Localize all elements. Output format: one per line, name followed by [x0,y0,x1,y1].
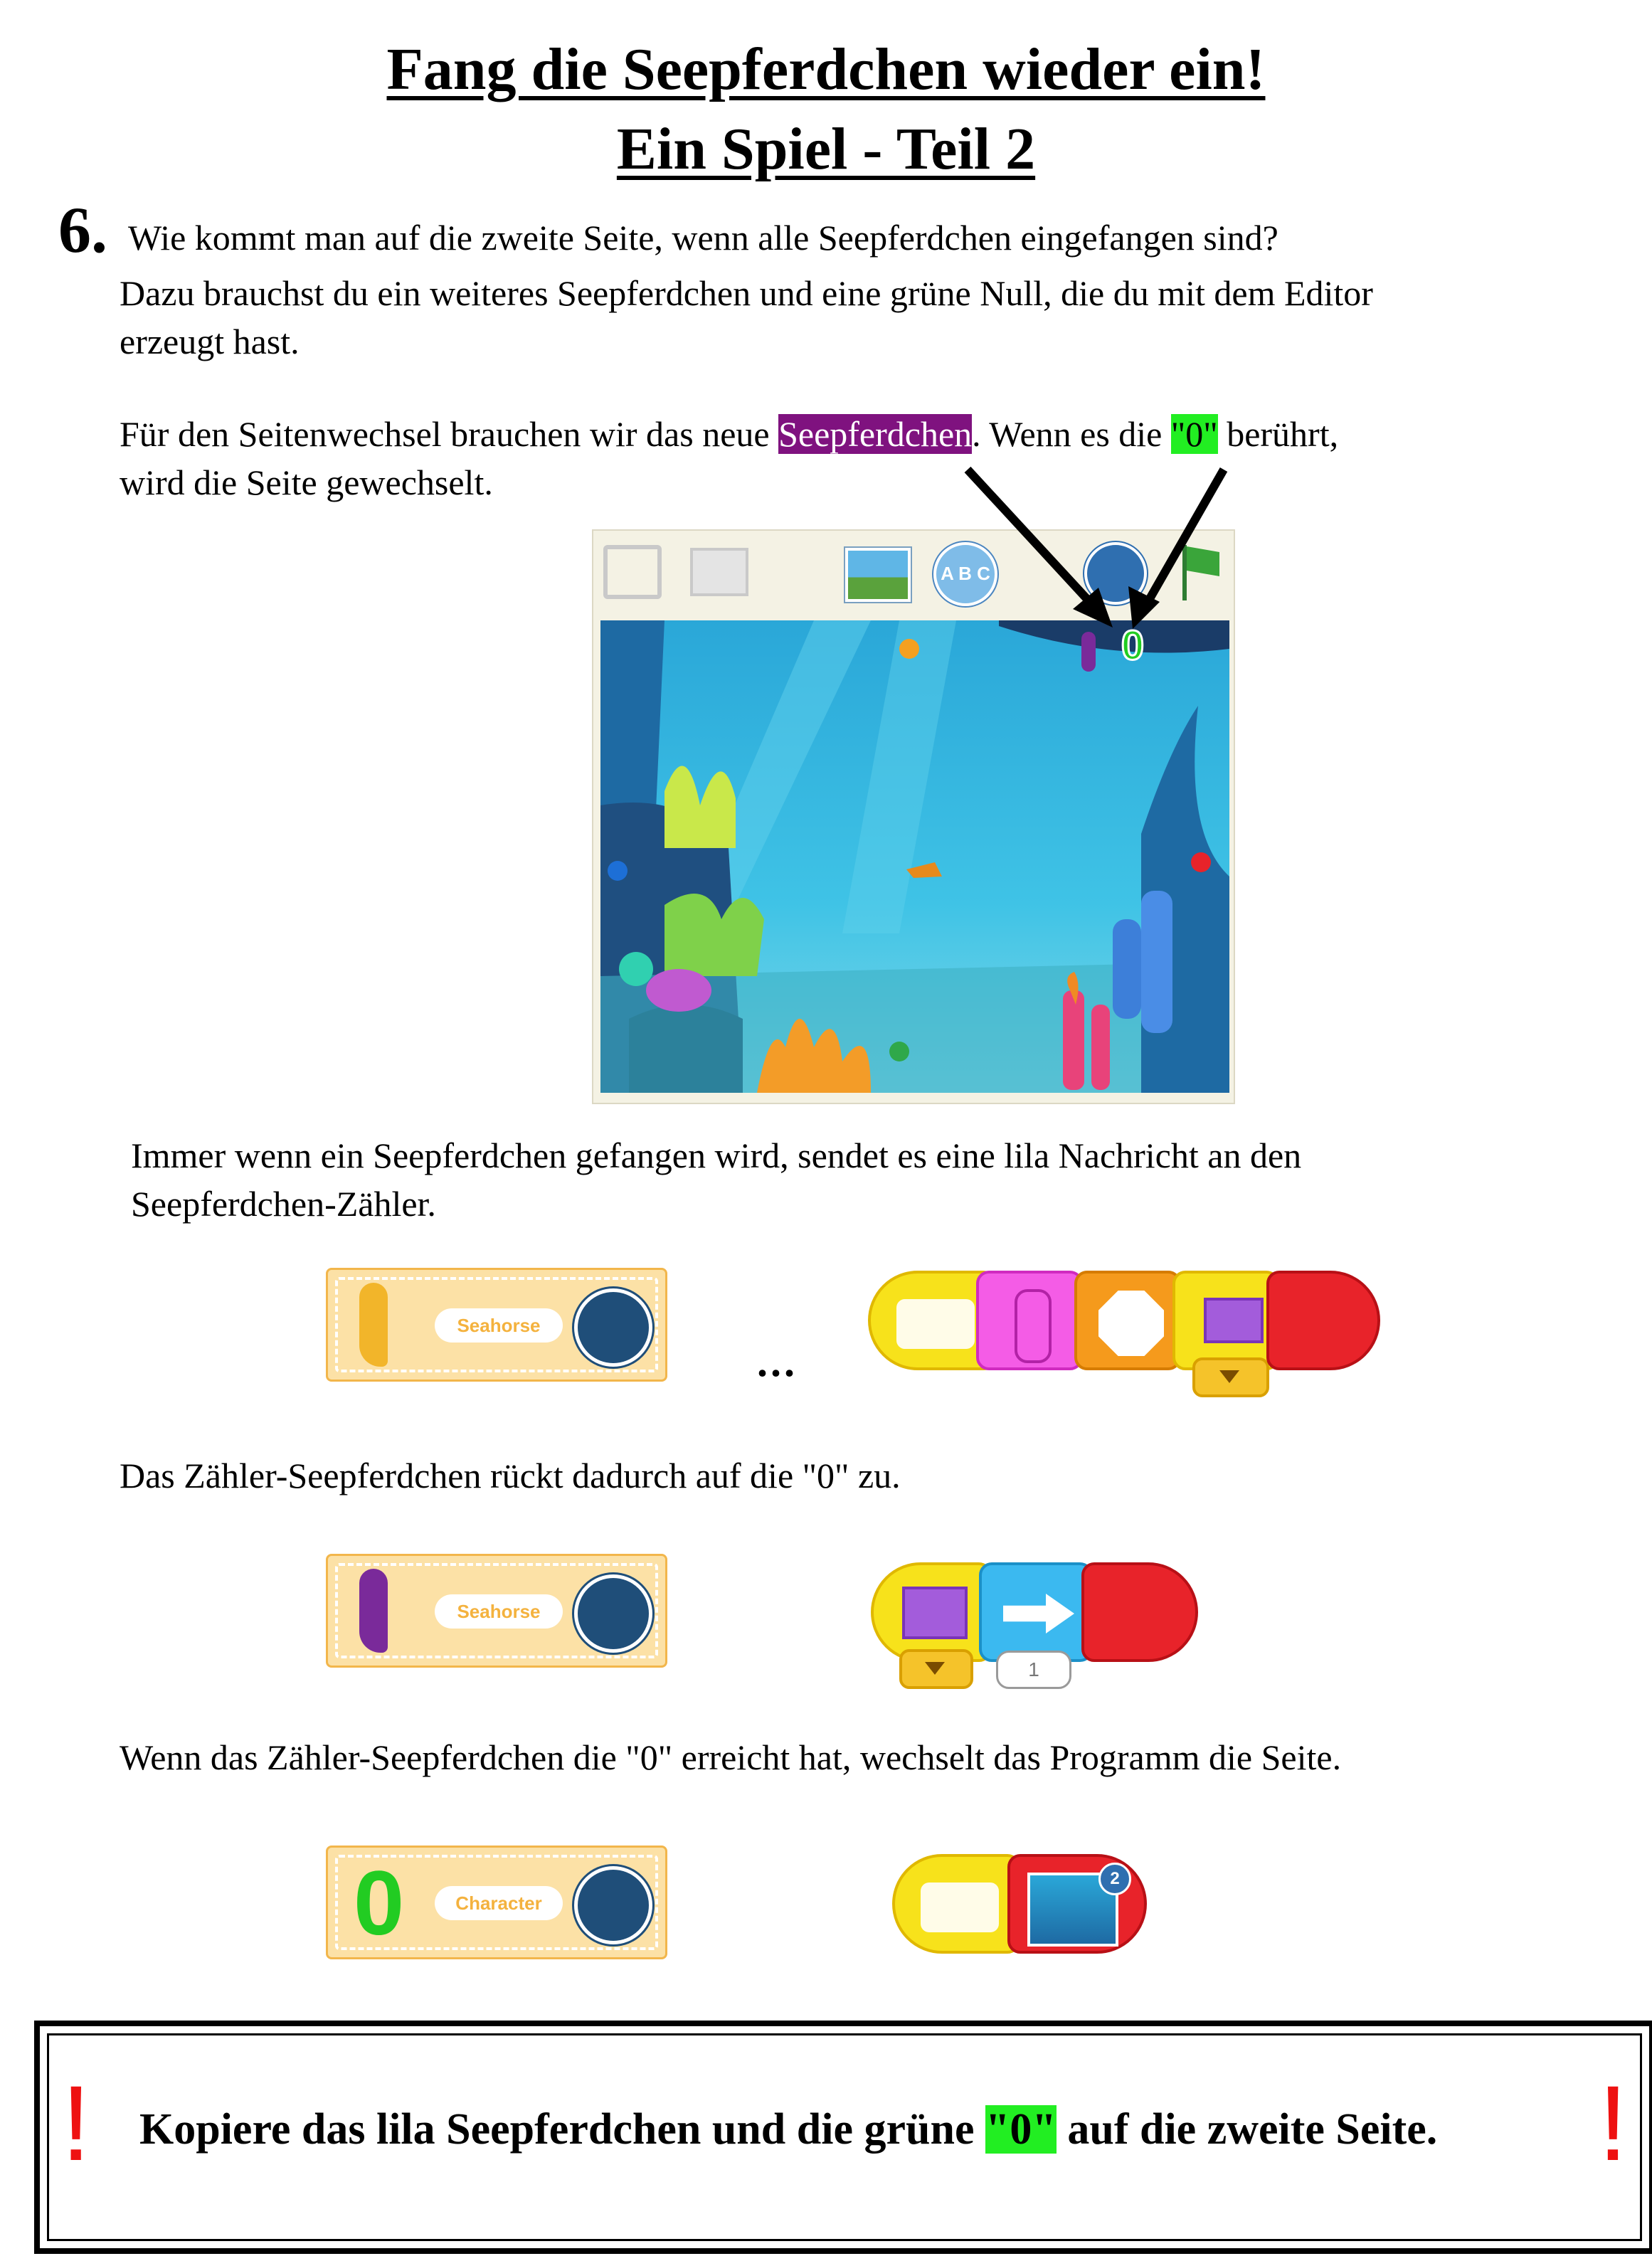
seahorse-highlight: Seepferdchen [778,414,973,454]
warning-text-b: auf die zweite Seite. [1056,2105,1438,2154]
message-line-2: Seepferdchen-Zähler. [131,1184,436,1224]
bump-icon [896,1299,975,1349]
underwater-scene [600,620,1229,1093]
message-dropdown[interactable] [899,1649,973,1689]
seahorse-card-yellow[interactable] [326,1268,667,1382]
message-line-1: Immer wenn ein Seepferdchen gefangen wird, sendet es eine lila Nachricht an den [131,1135,1302,1175]
envelope-icon [1204,1298,1264,1343]
counter-text: Das Zähler-Seepferdchen rückt dadurch auf die "0" zu. [120,1456,901,1495]
zero-highlight: "0" [1170,414,1218,454]
switch-text [120,410,1338,458]
warning-text [139,2104,1437,2155]
purple-seahorse-icon [359,1569,388,1653]
intro-line-1: Dazu brauchst du ein weiteres Seepferdchen und eine grüne Null, die du mit dem Editor [120,273,1373,313]
warning-text-a: Kopiere das lila Seepferdchen und die grüne [139,2105,985,2154]
on-message-trigger-block[interactable] [871,1562,992,1662]
switch-text-a: Für den Seitenwechsel brauchen wir das neue [120,414,779,454]
script-catch-seahorse [868,1264,1380,1392]
ellipsis: ... [757,1338,798,1385]
text-abc-icon[interactable]: A B C [933,542,997,606]
bump-icon [921,1883,999,1932]
hide-block[interactable] [976,1271,1083,1370]
send-message-block[interactable] [1172,1271,1279,1370]
paintbrush-icon[interactable] [574,1866,652,1944]
paintbrush-icon[interactable] [574,1574,652,1653]
paintbrush-icon[interactable] [574,1288,652,1367]
message-dropdown[interactable] [1192,1357,1269,1397]
warning-exclamation-left: ! [61,2063,91,2183]
pointer-arrows [946,455,1245,640]
warning-exclamation-right: ! [1598,2063,1628,2183]
arrow-right-icon [1003,1594,1074,1633]
card-label: Seahorse [435,1594,563,1629]
go-to-page-block[interactable] [1007,1854,1147,1954]
card-label: Character [435,1886,563,1920]
chevron-down-icon [1219,1370,1239,1383]
end-block[interactable] [1266,1271,1380,1370]
reach-text: Wenn das Zähler-Seepferdchen die "0" erreicht hat, wechselt das Programm die Seite. [120,1737,1342,1777]
move-right-block[interactable] [979,1562,1093,1680]
switch-line-2: wird die Seite gewechselt. [120,462,493,502]
warning-zero-highlight: "0" [985,2105,1057,2154]
stop-block[interactable] [1074,1271,1181,1370]
page-subtitle: Ein Spiel - Teil 2 [616,116,1036,182]
move-amount-field[interactable]: 1 [996,1651,1071,1689]
stop-hand-icon [1098,1291,1164,1356]
on-bump-trigger-block[interactable] [892,1854,1020,1954]
page-number-badge: 2 [1098,1863,1131,1895]
intro-line-2: erzeugt hast. [120,322,300,361]
page-title: Fang die Seepferdchen wieder ein! [386,36,1266,102]
yellow-seahorse-icon [359,1283,388,1367]
script-counter [871,1555,1198,1698]
seahorse-card-purple[interactable] [326,1554,667,1668]
person-icon [1015,1289,1052,1363]
green-zero-icon: 0 [354,1853,405,1954]
script-page-switch [892,1847,1148,1968]
switch-text-b: . Wenn es die [972,414,1171,454]
step-number: 6. [58,194,107,266]
warning-box [34,2021,1652,2254]
end-block[interactable] [1081,1562,1198,1662]
chevron-down-icon [925,1662,945,1675]
character-card-zero[interactable] [326,1846,667,1959]
background-icon[interactable] [845,548,911,602]
question-text: Wie kommt man auf die zweite Seite, wenn alle Seepferdchen eingefangen sind? [128,218,1278,258]
fullscreen-icon[interactable] [603,545,662,599]
card-label: Seahorse [435,1308,563,1343]
green-zero-sprite[interactable]: 0 [1121,623,1145,669]
grid-icon[interactable] [690,548,748,596]
envelope-icon [902,1587,968,1639]
switch-text-c: berührt, [1217,414,1339,454]
